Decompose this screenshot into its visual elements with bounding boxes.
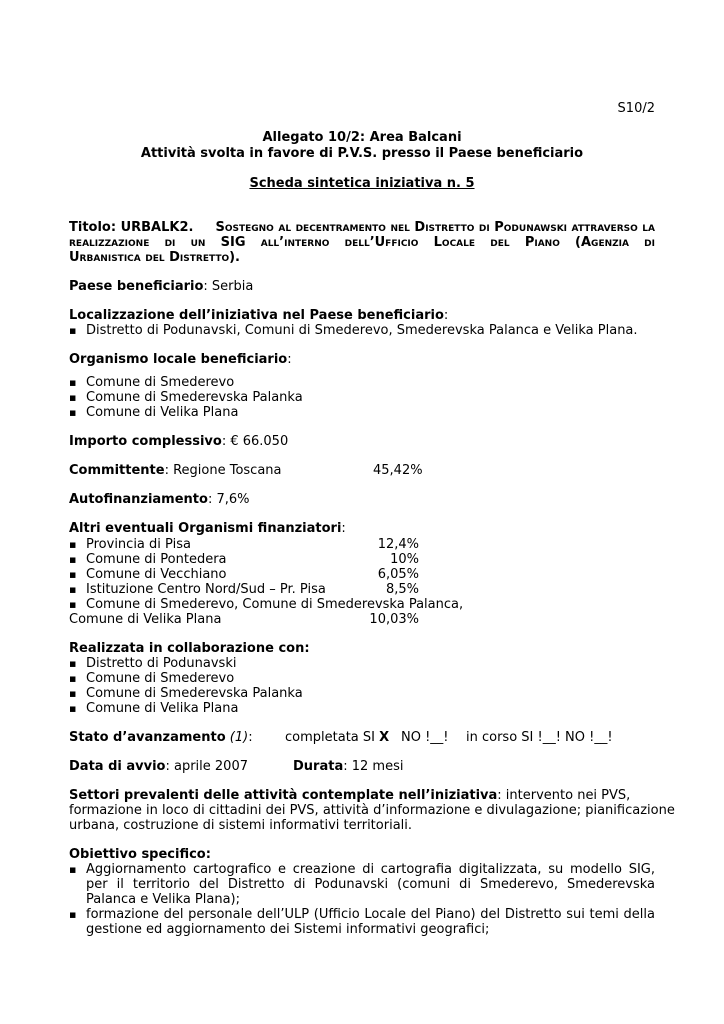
heading-attachment: Allegato 10/2: Area Balcani	[262, 130, 462, 145]
finanziatore-pct: 12,4%	[377, 537, 419, 552]
committente-value: : Regione Toscana	[164, 463, 282, 478]
committente-pct: 45,42%	[373, 463, 423, 478]
completata-label: completata SI	[285, 730, 375, 745]
paese-value: : Serbia	[203, 279, 254, 294]
data-avvio-value: : aprile 2007	[165, 759, 248, 774]
data-avvio-row	[69, 759, 248, 774]
paese-row	[69, 279, 253, 294]
importo-value: : € 66.050	[221, 434, 289, 449]
durata-label: Durata	[293, 759, 344, 774]
finanziatore-name: ▪ Istituzione Centro Nord/Sud – Pr. Pisa	[86, 582, 326, 597]
finanziatore-name: ▪ Provincia di Pisa	[86, 537, 191, 552]
stato-note: (1)	[229, 730, 249, 745]
obiettivo-item: ▪ Aggiornamento cartografico e creazione di cartografia digitalizzata, su modello SIG, per il territorio del Distretto di Podunavski (comuni di Smederevo, Smederevska Palanca e Velika Plana);	[86, 862, 655, 907]
finanziatore-name: ▪ Comune di Vecchiano	[86, 567, 227, 582]
data-avvio-label: Data di avvio	[69, 759, 166, 774]
autofinanziamento-row	[69, 492, 249, 507]
organismo-label: Organismo locale beneficiario	[69, 352, 288, 367]
completata-mark: X	[379, 730, 390, 745]
collaborazione-label: Realizzata in collaborazione con:	[69, 641, 310, 656]
finanziatore-pct: 8,5%	[385, 582, 419, 597]
settori-line-2: formazione in loco di cittadini dei PVS, attività d’informazione e divulagazione; pianificazione	[69, 803, 675, 818]
page-reference: S10/2	[617, 101, 655, 116]
heading-scheda: Scheda sintetica iniziativa n. 5	[249, 176, 475, 191]
stato-label: Stato d’avanzamento	[69, 730, 226, 745]
autofinanziamento-label: Autofinanziamento	[69, 492, 208, 507]
organismo-item: ▪ Comune di Smederevo	[86, 375, 234, 390]
stato-heading	[69, 730, 253, 745]
obiettivo-item: ▪ formazione del personale dell’ULP (Ufficio Locale del Piano) del Distretto sui temi della gestione ed aggiornamento dei Sistemi informativi geografici;	[86, 907, 655, 937]
titolo-line-2: realizzazione di un SIG all’interno dell’Ufficio Locale del Piano (Agenzia di	[69, 235, 655, 250]
durata-row	[293, 759, 403, 774]
stato-colon: :	[248, 730, 253, 745]
stato-in-corso: in corso SI !__! NO !__!	[466, 730, 613, 745]
finanziatore-name: Comune di Velika Plana	[69, 612, 222, 627]
committente-label: Committente	[69, 463, 165, 478]
titolo-line-1	[69, 220, 655, 235]
altri-heading	[69, 521, 346, 536]
titolo-text-1: Sostegno al decentramento nel Distretto di Podunawski attraverso la	[215, 220, 655, 235]
finanziatore-name: ▪ Comune di Pontedera	[86, 552, 227, 567]
organismo-colon: :	[287, 352, 292, 367]
collaborazione-item: ▪ Comune di Smederevo	[86, 671, 234, 686]
finanziatore-pct: 6,05%	[377, 567, 419, 582]
stato-no: NO !__!	[401, 730, 449, 745]
titolo-line-3: Urbanistica del Distretto).	[69, 250, 240, 265]
finanziatore-pct: 10,03%	[369, 612, 419, 627]
autofinanziamento-value: : 7,6%	[207, 492, 250, 507]
settori-line-3: urbana, costruzione di sistemi informativi territoriali.	[69, 818, 413, 833]
durata-value: : 12 mesi	[343, 759, 404, 774]
collaborazione-item: ▪ Distretto di Podunavski	[86, 656, 236, 671]
localizzazione-item: ▪ Distretto di Podunavski, Comuni di Smederevo, Smederevska Palanca e Velika Plana.	[86, 323, 638, 338]
importo-label: Importo complessivo	[69, 434, 222, 449]
localizzazione-heading	[69, 308, 448, 323]
importo-row	[69, 434, 288, 449]
organismo-item: ▪ Comune di Velika Plana	[86, 405, 238, 420]
heading-activity: Attività svolta in favore di P.V.S. presso il Paese beneficiario	[140, 146, 584, 161]
finanziatore-name: ▪ Comune di Smederevo, Comune di Smederevska Palanca,	[86, 597, 463, 612]
organismo-item: ▪ Comune di Smederevska Palanka	[86, 390, 303, 405]
collaborazione-item: ▪ Comune di Smederevska Palanka	[86, 686, 303, 701]
organismo-heading	[69, 352, 292, 367]
titolo-label: Titolo: URBALK2.	[69, 220, 194, 235]
obiettivo-label: Obiettivo specifico:	[69, 847, 211, 862]
localizzazione-label: Localizzazione dell’iniziativa nel Paese beneficiario	[69, 308, 444, 323]
paese-label: Paese beneficiario	[69, 279, 204, 294]
altri-colon: :	[341, 521, 346, 536]
committente-row	[69, 463, 282, 478]
settori-text-1: : intervento nei PVS,	[497, 788, 631, 803]
localizzazione-colon: :	[443, 308, 449, 323]
settori-line-1	[69, 788, 630, 803]
altri-label: Altri eventuali Organismi finanziatori	[69, 521, 342, 536]
collaborazione-item: ▪ Comune di Velika Plana	[86, 701, 238, 716]
settori-label: Settori prevalenti delle attività contemplate nell’iniziativa	[69, 788, 498, 803]
finanziatore-pct: 10%	[390, 552, 419, 567]
stato-completata	[285, 730, 389, 745]
